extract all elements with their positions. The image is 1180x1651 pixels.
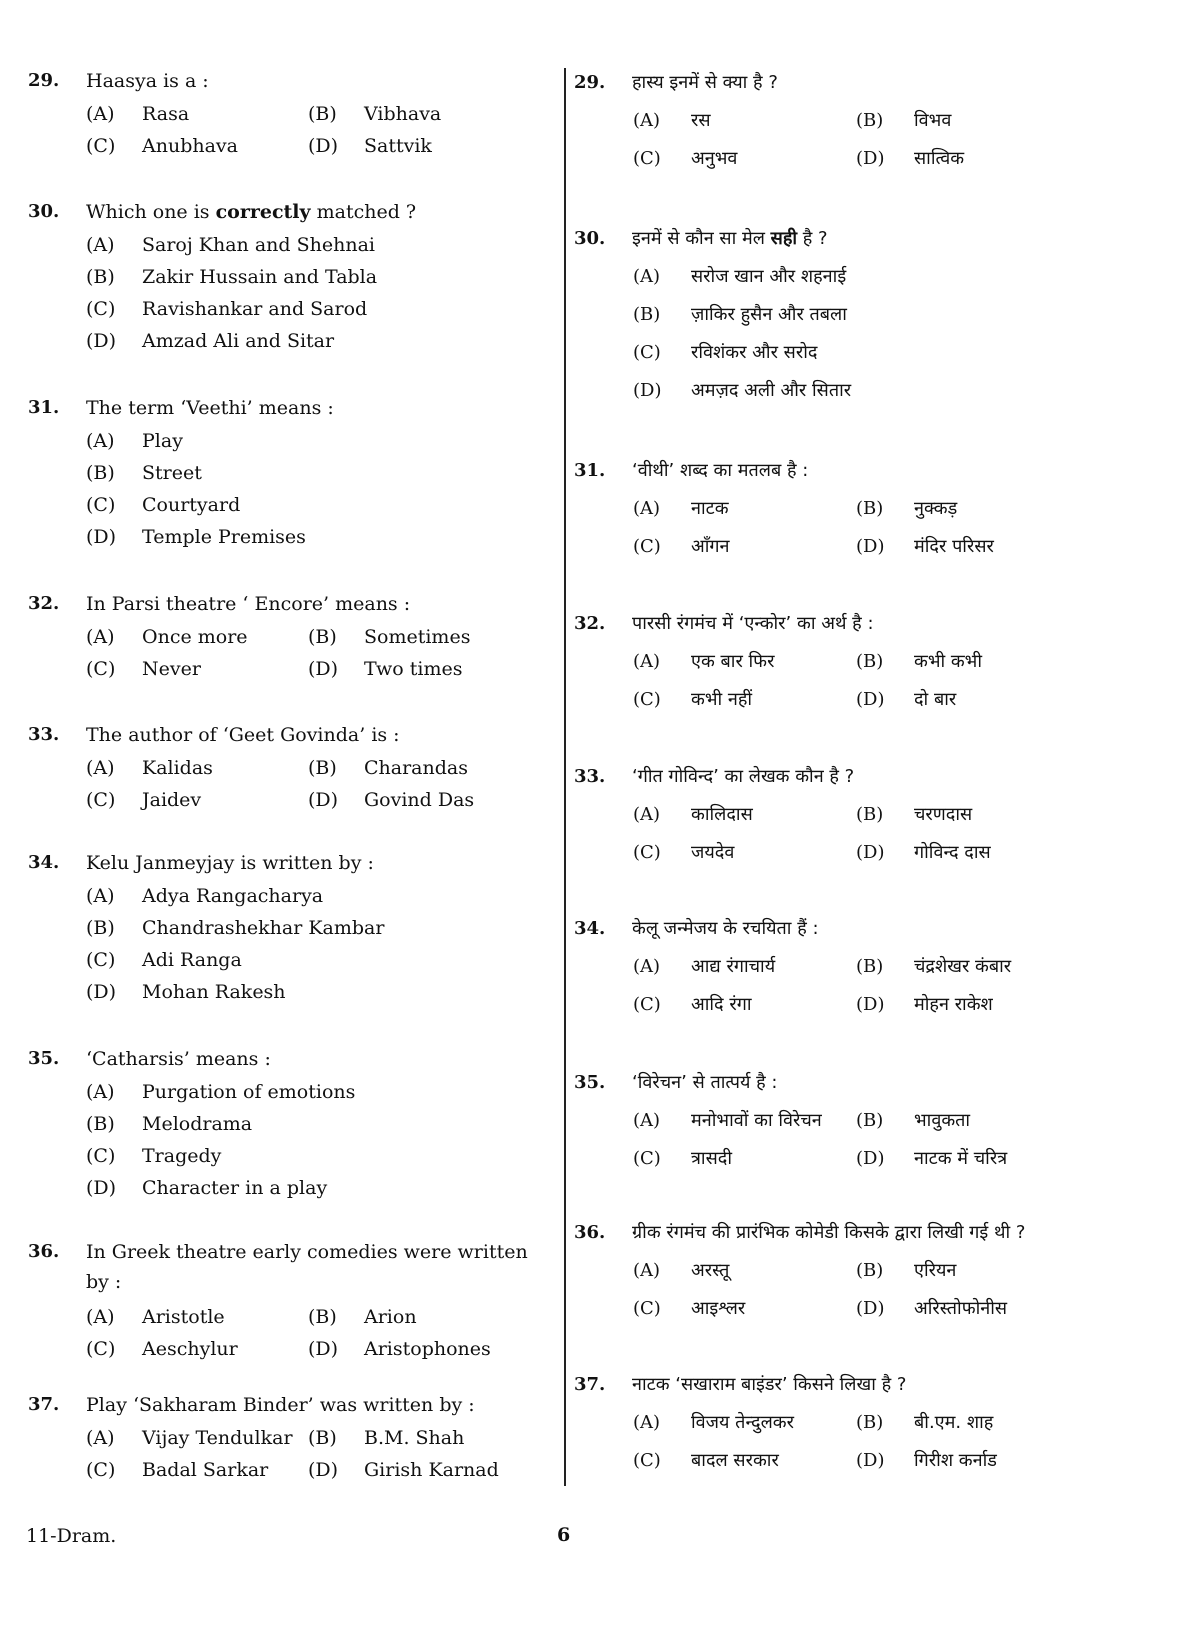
option-label: (A) <box>86 1081 115 1103</box>
question-text: Haasya is a : <box>86 70 209 92</box>
option-d: Mohan Rakesh <box>142 981 286 1003</box>
question-31-hi <box>574 452 1164 566</box>
question-number: 29. <box>574 72 606 93</box>
question-text: In Greek theatre early comedies were written by : <box>86 1241 528 1293</box>
option-a: Once more <box>142 626 248 648</box>
option-b: विभव <box>914 110 952 131</box>
option-label: (C) <box>633 994 661 1015</box>
option-c: कभी नहीं <box>691 689 753 710</box>
option-b: Sometimes <box>364 626 471 648</box>
option-label: (D) <box>308 658 339 680</box>
question-29-en <box>28 64 548 162</box>
question-text: ‘वीथी’ शब्द का मतलब है : <box>632 460 809 481</box>
option-label: (C) <box>633 1450 661 1471</box>
option-label: (B) <box>856 651 884 672</box>
option-d: गोविन्द दास <box>914 842 991 863</box>
option-label: (D) <box>86 981 117 1003</box>
question-text: In Parsi theatre ‘ Encore’ means : <box>86 593 411 615</box>
option-label: (D) <box>86 330 117 352</box>
question-number: 30. <box>28 201 60 222</box>
option-label: (B) <box>308 103 337 125</box>
option-d: Girish Karnad <box>364 1459 499 1481</box>
question-37-en <box>28 1388 548 1486</box>
option-label: (A) <box>633 651 661 672</box>
question-text: The author of ‘Geet Govinda’ is : <box>86 724 400 746</box>
option-label: (A) <box>633 110 661 131</box>
option-d: सात्विक <box>914 148 965 169</box>
option-label: (A) <box>633 956 661 977</box>
option-label: (B) <box>856 110 884 131</box>
option-b: ज़ाकिर हुसैन और तबला <box>691 304 847 325</box>
option-d: गिरीश कर्नाड <box>914 1450 997 1471</box>
question-number: 36. <box>574 1222 606 1243</box>
option-d: Temple Premises <box>142 526 306 548</box>
option-label: (A) <box>86 1306 115 1328</box>
option-a: Aristotle <box>142 1306 225 1328</box>
option-d: Aristophones <box>364 1338 491 1360</box>
option-label: (A) <box>86 430 115 452</box>
option-d: Govind Das <box>364 789 475 811</box>
question-number: 37. <box>574 1374 606 1395</box>
question-number: 32. <box>574 613 606 634</box>
option-label: (B) <box>856 1110 884 1131</box>
question-29-hi <box>574 64 1164 178</box>
option-d: Sattvik <box>364 135 432 157</box>
option-label: (C) <box>86 789 116 811</box>
option-a: Adya Rangacharya <box>142 885 324 907</box>
option-c: Ravishankar and Sarod <box>142 298 368 320</box>
option-c: त्रासदी <box>691 1148 732 1169</box>
option-label: (A) <box>86 1427 115 1449</box>
option-a: आद्य रंगाचार्य <box>691 956 776 977</box>
option-label: (D) <box>856 536 885 557</box>
question-30-en <box>28 195 548 357</box>
question-text: हास्य इनमें से क्या है ? <box>632 72 778 93</box>
option-d: अरिस्तोफोनीस <box>914 1298 1008 1319</box>
option-label: (A) <box>633 1412 661 1433</box>
option-label: (C) <box>86 949 116 971</box>
question-number: 36. <box>28 1241 60 1262</box>
option-label: (B) <box>308 757 337 779</box>
option-c: Anubhava <box>142 135 238 157</box>
option-b: Zakir Hussain and Tabla <box>142 266 378 288</box>
question-32-en <box>28 587 548 685</box>
question-text: पारसी रंगमंच में ‘एन्कोर’ का अर्थ है : <box>632 613 874 634</box>
option-a: कालिदास <box>691 804 753 825</box>
page-number: 6 <box>557 1524 571 1546</box>
option-label: (B) <box>856 498 884 519</box>
option-a: Play <box>142 430 183 452</box>
option-b: Vibhava <box>364 103 442 125</box>
option-label: (A) <box>86 757 115 779</box>
option-d: Amzad Ali and Sitar <box>142 330 335 352</box>
question-36-hi <box>574 1214 1164 1328</box>
option-label: (C) <box>633 689 661 710</box>
column-divider <box>564 68 566 1486</box>
option-c: Never <box>142 658 201 680</box>
option-label: (D) <box>86 1177 117 1199</box>
option-label: (C) <box>633 1298 661 1319</box>
option-b: Charandas <box>364 757 468 779</box>
question-34-en <box>28 846 548 1008</box>
option-b: नुक्कड़ <box>914 498 958 519</box>
option-label: (A) <box>633 266 661 287</box>
option-b: Arion <box>364 1306 417 1328</box>
option-label: (C) <box>86 494 116 516</box>
option-label: (B) <box>633 304 661 325</box>
option-label: (B) <box>308 1306 337 1328</box>
question-number: 35. <box>574 1072 606 1093</box>
option-label: (A) <box>633 1260 661 1281</box>
question-number: 35. <box>28 1048 60 1069</box>
question-text: ‘Catharsis’ means : <box>86 1048 271 1070</box>
option-a: Purgation of emotions <box>142 1081 356 1103</box>
option-label: (C) <box>633 842 661 863</box>
option-a: मनोभावों का विरेचन <box>691 1110 822 1131</box>
option-label: (D) <box>308 135 339 157</box>
option-label: (A) <box>633 804 661 825</box>
question-number: 33. <box>574 766 606 787</box>
option-label: (B) <box>86 266 115 288</box>
option-label: (D) <box>856 994 885 1015</box>
question-number: 29. <box>28 70 60 91</box>
question-number: 32. <box>28 593 60 614</box>
question-text: ग्रीक रंगमंच की प्रारंभिक कोमेडी किसके द्वारा लिखी गई थी ? <box>632 1222 1026 1243</box>
option-b: कभी कभी <box>914 651 983 672</box>
option-b: चंद्रशेखर कंबार <box>914 956 1012 977</box>
option-c: Aeschylur <box>142 1338 238 1360</box>
question-number: 37. <box>28 1394 60 1415</box>
option-label: (A) <box>86 885 115 907</box>
question-33-hi <box>574 758 1164 872</box>
option-label: (C) <box>633 148 661 169</box>
question-number: 30. <box>574 228 606 249</box>
question-text: केलू जन्मेजय के रचयिता हैं : <box>632 918 819 939</box>
option-a: Saroj Khan and Shehnai <box>142 234 375 256</box>
option-label: (C) <box>86 135 116 157</box>
option-c: Badal Sarkar <box>142 1459 269 1481</box>
option-d: अमज़द अली और सितार <box>691 380 852 401</box>
option-c: जयदेव <box>691 842 735 863</box>
question-35-en <box>28 1042 548 1204</box>
question-number: 34. <box>574 918 606 939</box>
option-label: (D) <box>633 380 662 401</box>
option-label: (B) <box>308 1427 337 1449</box>
option-label: (C) <box>86 1145 116 1167</box>
option-b: एरियन <box>914 1260 957 1281</box>
option-a: विजय तेन्दुलकर <box>691 1412 794 1433</box>
option-b: Melodrama <box>142 1113 253 1135</box>
question-37-hi <box>574 1366 1164 1480</box>
option-a: Rasa <box>142 103 190 125</box>
option-c: Jaidev <box>142 789 202 811</box>
option-label: (C) <box>86 658 116 680</box>
option-c: आइश्लर <box>691 1298 746 1319</box>
question-number: 31. <box>28 397 60 418</box>
option-b: बी.एम. शाह <box>914 1412 994 1433</box>
option-label: (C) <box>633 1148 661 1169</box>
option-b: चरणदास <box>914 804 973 825</box>
option-label: (B) <box>856 1412 884 1433</box>
option-label: (C) <box>86 1459 116 1481</box>
option-d: मंदिर परिसर <box>914 536 994 557</box>
option-c: आँगन <box>691 536 730 557</box>
option-b: Street <box>142 462 202 484</box>
option-d: दो बार <box>914 689 957 710</box>
option-label: (B) <box>86 1113 115 1135</box>
option-a: रस <box>691 110 711 131</box>
option-label: (B) <box>308 626 337 648</box>
option-label: (B) <box>856 956 884 977</box>
option-b: B.M. Shah <box>364 1427 465 1449</box>
question-text: The term ‘Veethi’ means : <box>86 397 334 419</box>
question-text: इनमें से कौन सा मेल सही है ? <box>632 228 828 249</box>
question-number: 31. <box>574 460 606 481</box>
option-label: (C) <box>633 536 661 557</box>
question-text: Kelu Janmeyjay is written by : <box>86 852 374 874</box>
option-label: (D) <box>856 1450 885 1471</box>
option-label: (A) <box>86 626 115 648</box>
option-d: मोहन राकेश <box>914 994 993 1015</box>
option-c: Courtyard <box>142 494 241 516</box>
question-text: ‘गीत गोविन्द’ का लेखक कौन है ? <box>632 766 855 787</box>
question-text: ‘विरेचन’ से तात्पर्य है : <box>632 1072 778 1093</box>
question-number: 34. <box>28 852 60 873</box>
question-35-hi <box>574 1064 1164 1178</box>
option-label: (C) <box>633 342 661 363</box>
option-label: (A) <box>86 103 115 125</box>
option-b: भावुकता <box>914 1110 971 1131</box>
question-33-en <box>28 718 548 816</box>
option-a: Kalidas <box>142 757 213 779</box>
option-c: Tragedy <box>142 1145 222 1167</box>
option-label: (A) <box>633 1110 661 1131</box>
paper-code: 11-Dram. <box>26 1525 117 1547</box>
question-32-hi <box>574 605 1164 719</box>
question-36-en <box>28 1237 548 1365</box>
option-label: (D) <box>856 148 885 169</box>
option-c: Adi Ranga <box>142 949 242 971</box>
option-label: (D) <box>856 1148 885 1169</box>
option-label: (D) <box>86 526 117 548</box>
option-d: Character in a play <box>142 1177 328 1199</box>
question-text: नाटक ‘सखाराम बाइंडर’ किसने लिखा है ? <box>632 1374 907 1395</box>
option-label: (D) <box>308 789 339 811</box>
question-text: Which one is correctly matched ? <box>86 201 417 223</box>
question-34-hi <box>574 910 1164 1024</box>
option-label: (B) <box>856 804 884 825</box>
question-31-en <box>28 391 548 553</box>
option-b: Chandrashekhar Kambar <box>142 917 385 939</box>
option-a: अरस्तू <box>691 1260 730 1281</box>
option-label: (B) <box>86 462 115 484</box>
option-a: नाटक <box>691 498 729 519</box>
option-d: नाटक में चरित्र <box>914 1148 1008 1169</box>
option-a: एक बार फिर <box>691 651 775 672</box>
question-text: Play ‘Sakharam Binder’ was written by : <box>86 1394 475 1416</box>
question-30-hi <box>574 220 1164 410</box>
option-label: (D) <box>308 1338 339 1360</box>
option-c: बादल सरकार <box>691 1450 779 1471</box>
option-c: रविशंकर और सरोद <box>691 342 818 363</box>
option-label: (C) <box>86 298 116 320</box>
option-label: (D) <box>308 1459 339 1481</box>
option-label: (D) <box>856 689 885 710</box>
option-label: (B) <box>86 917 115 939</box>
option-d: Two times <box>364 658 463 680</box>
option-label: (A) <box>86 234 115 256</box>
question-number: 33. <box>28 724 60 745</box>
option-a: Vijay Tendulkar <box>142 1427 293 1449</box>
option-c: आदि रंगा <box>691 994 752 1015</box>
option-label: (D) <box>856 1298 885 1319</box>
option-label: (D) <box>856 842 885 863</box>
option-c: अनुभव <box>691 148 738 169</box>
option-label: (B) <box>856 1260 884 1281</box>
option-a: सरोज खान और शहनाई <box>691 266 847 287</box>
option-label: (C) <box>86 1338 116 1360</box>
option-label: (A) <box>633 498 661 519</box>
